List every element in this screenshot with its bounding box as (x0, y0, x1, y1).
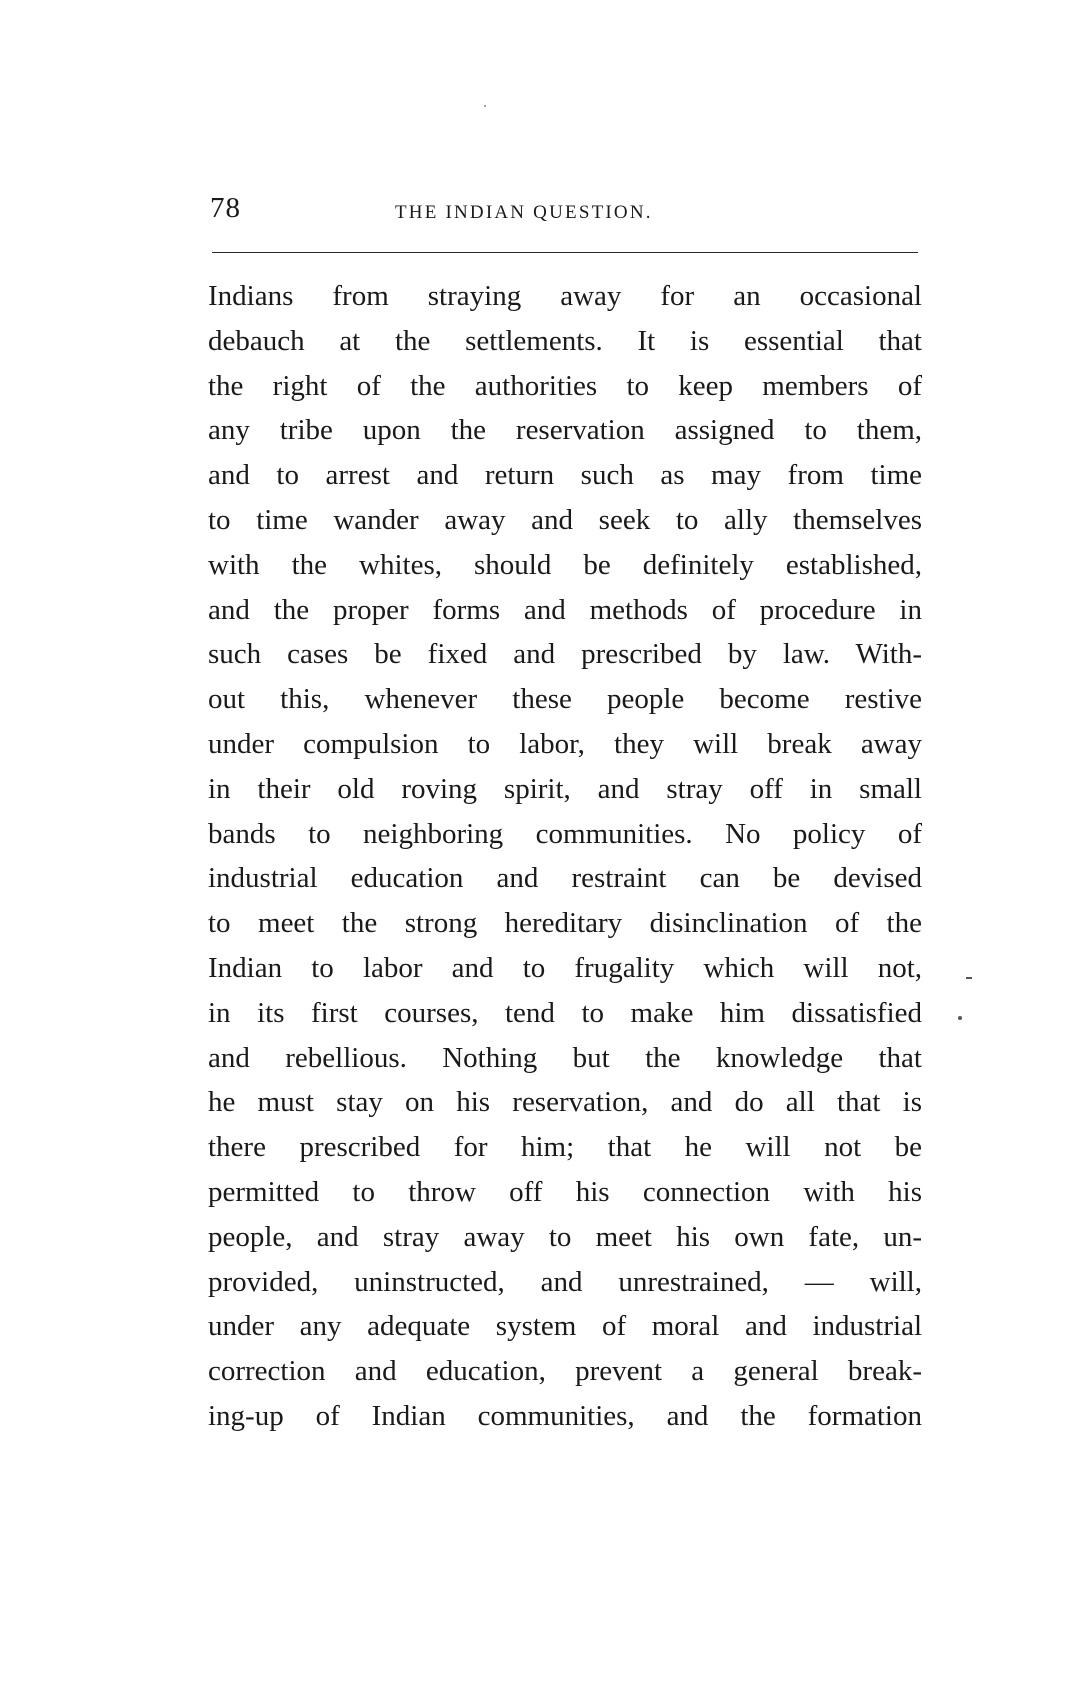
text-line: there prescribed for him; that he will not be (208, 1131, 922, 1164)
text-line: industrial education and restraint can be devised (208, 862, 922, 895)
page-header (210, 192, 922, 232)
text-line: permitted to throw off his connection with his (208, 1175, 922, 1208)
text-line: people, and stray away to meet his own fate, un- (208, 1220, 922, 1253)
text-line: in their old roving spirit, and stray off in small (208, 772, 922, 805)
text-line: bands to neighboring communities. No policy of (208, 817, 922, 850)
scan-speck (484, 105, 486, 107)
text-line: Indians from straying away for an occasional (208, 280, 922, 312)
text-line: under compulsion to labor, they will break away (208, 727, 922, 760)
text-line: correction and education, prevent a general break- (208, 1355, 922, 1388)
text-line: out this, whenever these people become restive (208, 683, 922, 716)
text-line: and rebellious. Nothing but the knowledge that (208, 1041, 922, 1074)
page-number: 78 (210, 192, 241, 224)
text-line: provided, uninstructed, and unrestrained, — will, (208, 1265, 922, 1298)
text-line: to meet the strong hereditary disinclination of the (208, 907, 922, 940)
text-line: such cases be fixed and prescribed by law. With- (208, 638, 922, 671)
text-line: and the proper forms and methods of procedure in (208, 593, 922, 626)
text-line: the right of the authorities to keep members of (208, 369, 922, 402)
running-title: THE INDIAN QUESTION. (395, 202, 653, 223)
body-text (208, 274, 922, 1439)
text-line: ing-up of Indian communities, and the formation (208, 1399, 922, 1432)
text-line: in its first courses, tend to make him dissatisfied (208, 996, 922, 1029)
text-line: with the whites, should be definitely established, (208, 548, 922, 581)
text-line: any tribe upon the reservation assigned to them, (208, 414, 922, 447)
scan-speck (966, 977, 972, 979)
scan-speck (958, 1016, 962, 1020)
text-line: to time wander away and seek to ally themselves (208, 503, 922, 536)
text-line: and to arrest and return such as may from time (208, 459, 922, 492)
header-rule (212, 252, 918, 253)
text-line: Indian to labor and to frugality which will not, (208, 951, 922, 984)
text-line: under any adequate system of moral and industrial (208, 1310, 922, 1343)
text-line: debauch at the settlements. It is essential that (208, 324, 922, 357)
text-line: he must stay on his reservation, and do all that is (208, 1086, 922, 1119)
